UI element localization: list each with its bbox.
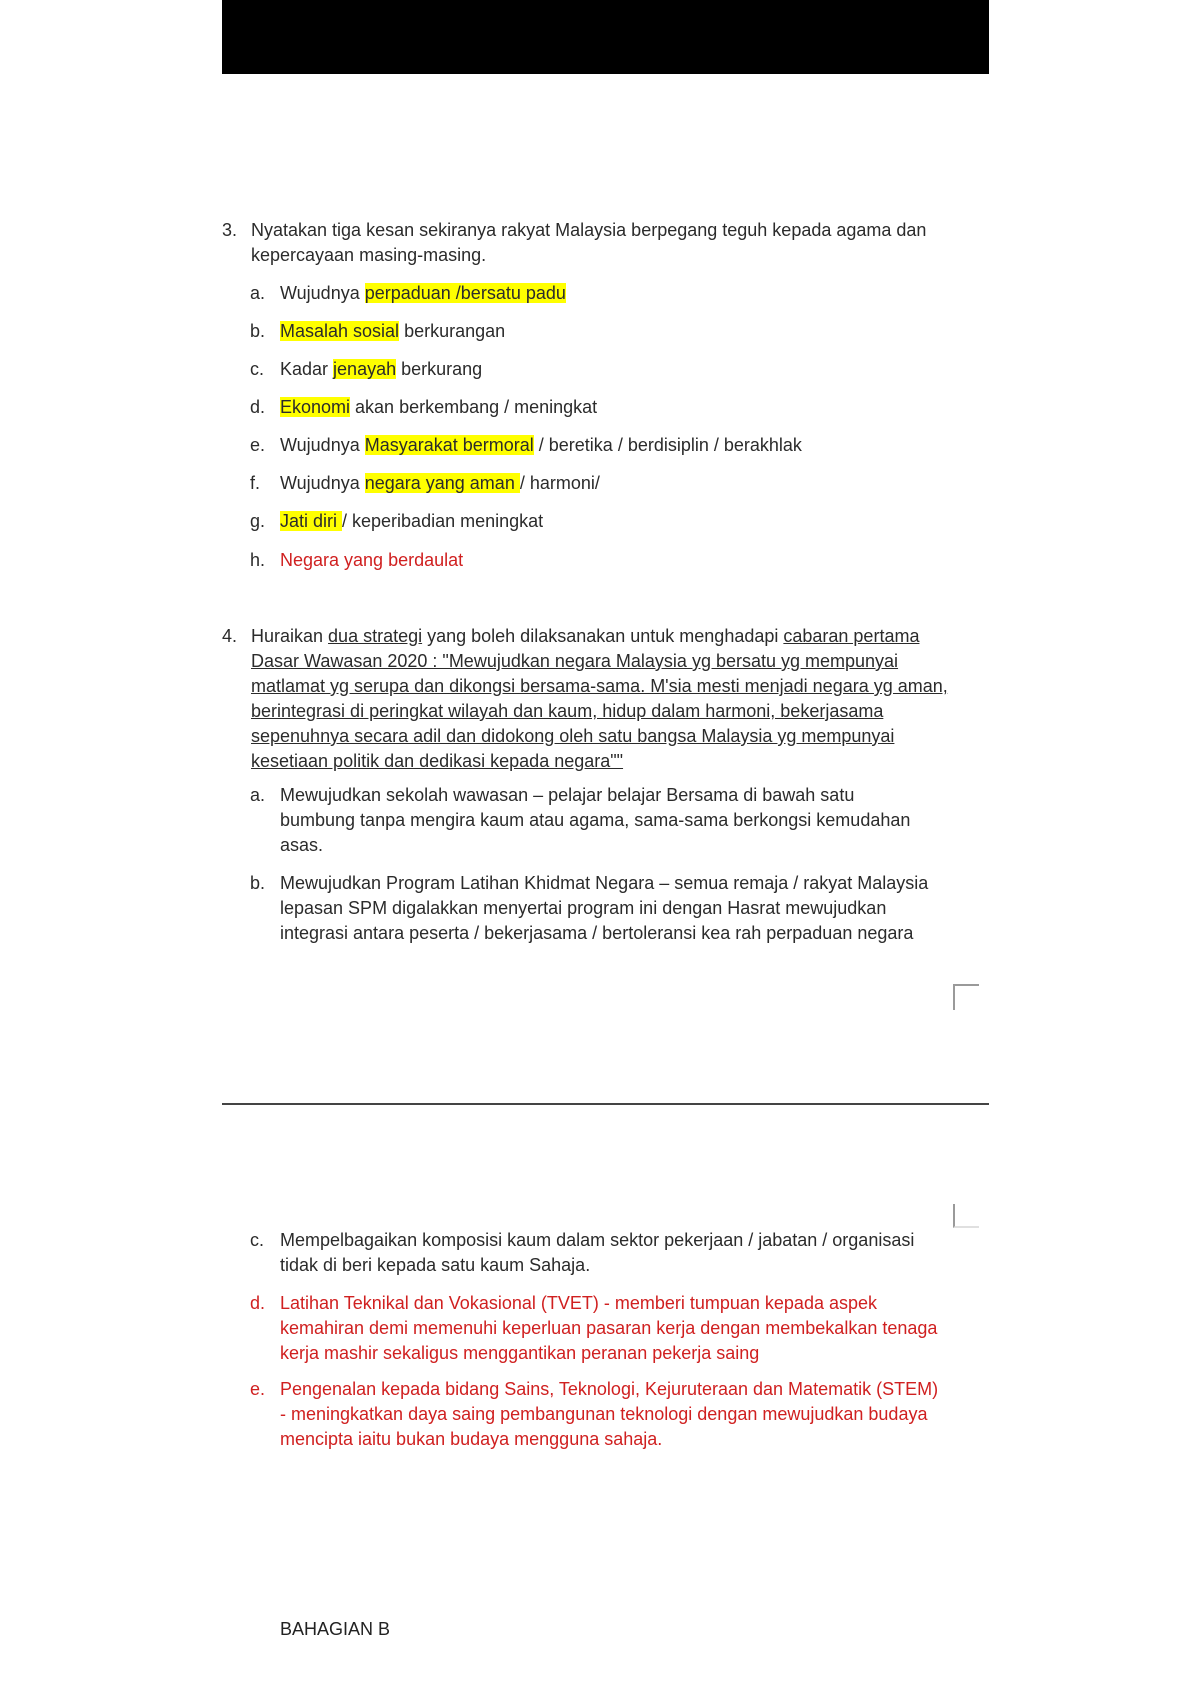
item-letter: h. (250, 550, 266, 570)
document-page: 3. Nyatakan tiga kesan sekiranya rakyat Malaysia berpegang teguh kepada agama dan kepercayaan masing-masing. a. Wujudnya perpaduan /bersatu padu b. Masalah sosial berkurangan c. Kadar jenayah berkurang d. Ekonomi akan berkembang / meningkat e. Wujudnya Masyarakat bermoral / beretika / berdisiplin / berakhlak f. Wujudnya negara yang aman / harmoni/ g. Jati diri / keperibadian meningkat h. Negara yang berdaulat 4. Huraikan dua strategi yang boleh dilaksanakan untuk menghadapi cabaran pertama Dasar Wawasan 2020 : "Mewujudkan negara Malaysia yg bersatu yg mempunyai matlamat yg serupa dan dikongsi bersama-sama. M'sia mesti menjadi negara yg aman, berintegrasi di peringkat wilayah dan kaum, hidup dalam harmoni, bekerjasama sepenuhnya secara adil dan didokong oleh satu bangsa Malaysia yg mempunyai kesetiaan politik dan dedikasi kepada negara"" a. Mewujudkan sekolah wawasan – pelajar belajar Bersama di bawah satu bumbung tanpa mengira kaum atau agama, sama-sama berkongsi kemudahan asas. b. Mewujudkan Program Latihan Khidmat Negara – semua remaja / rakyat Malaysia lepasan SPM digalakkan menyertai program ini dengan Hasrat mewujudkan integrasi antara peserta / bekerjasama / bertoleransi kea rah perpaduan negara c. Mempelbagaikan komposisi kaum dalam sektor pekerjaan / jabatan / organisasi tidak di beri kepada satu kaum Sahaja. d. Latihan Teknikal dan Vokasional (TVET) - memberi tumpuan kepada aspek kemahiran demi memenuhi keperluan pasaran kerja dengan membekalkan tenaga kerja mashir sekaligus menggantikan peranan pekerja saing e. Pengenalan kepada bidang Sains, Teknologi, Kejuruteraan dan Matematik (STEM) - meningkatkan daya saing pembangunan teknologi dengan mewujudkan budaya mencipta iaitu bukan budaya mengguna sahaja. BAHAGIAN B (0, 0, 1200, 1697)
item-text: Negara yang berdaulat (280, 550, 464, 570)
highlighted-text: negara yang aman (364, 473, 520, 493)
item-letter: g. (250, 511, 266, 531)
item-text: Mewujudkan Program Latihan Khidmat Negara – semua remaja / rakyat Malaysia lepasan SPM digalakkan menyertai program ini dengan Hasrat mewujudkan integrasi antara peserta / bekerjasama / bertoleransi kea rah perpaduan negara (280, 873, 929, 943)
highlighted-text: Masyarakat bermoral (364, 435, 534, 455)
underlined-text: cabaran pertama Dasar Wawasan 2020 : "Mewujudkan negara Malaysia yg bersatu yg mempunyai matlamat yg serupa dan dikongsi bersama-sama. M'sia mesti menjadi negara yg aman, berintegrasi di peringkat wilayah dan kaum, hidup dalam harmoni, bekerjasama sepenuhnya secara adil dan didokong oleh satu bangsa Malaysia yg mempunyai kesetiaan politik dan dedikasi kepada negara"" (251, 626, 948, 771)
highlighted-text: perpaduan /bersatu padu (364, 283, 566, 303)
highlighted-text: Jati diri (280, 511, 343, 531)
item-letter: c. (250, 359, 265, 379)
question-number: 4. (222, 626, 238, 646)
highlighted-text: jenayah (333, 359, 397, 379)
item-text: Pengenalan kepada bidang Sains, Teknologi, Kejuruteraan dan Matematik (STEM) - meningkatkan daya saing pembangunan teknologi dengan mewujudkan budaya mencipta iaitu bukan budaya mengguna sahaja. (280, 1379, 939, 1449)
item-letter: c. (250, 1230, 265, 1250)
item-text: Latihan Teknikal dan Vokasional (TVET) - memberi tumpuan kepada aspek kemahiran demi memenuhi keperluan pasaran kerja dengan membekalkan tenaga kerja mashir sekaligus menggantikan peranan pekerja saing (280, 1293, 938, 1363)
page-corner-mark (953, 1204, 979, 1228)
item-letter: a. (250, 785, 266, 805)
underlined-text: dua strategi (328, 626, 423, 646)
item-letter: d. (250, 397, 266, 417)
question-text: Nyatakan tiga kesan sekiranya rakyat Malaysia berpegang teguh kepada agama dan kepercayaan masing-masing. (251, 220, 927, 265)
item-letter: e. (250, 1379, 266, 1399)
item-letter: d. (250, 1293, 266, 1313)
item-letter: b. (250, 321, 266, 341)
page-divider (222, 1103, 989, 1105)
item-text: Mewujudkan sekolah wawasan – pelajar belajar Bersama di bawah satu bumbung tanpa mengira kaum atau agama, sama-sama berkongsi kemudahan asas. (280, 785, 911, 855)
item-letter: e. (250, 435, 266, 455)
item-letter: b. (250, 873, 266, 893)
highlighted-text: Masalah sosial (280, 321, 400, 341)
item-letter: a. (250, 283, 266, 303)
question-number: 3. (222, 220, 238, 240)
item-text: Mempelbagaikan komposisi kaum dalam sektor pekerjaan / jabatan / organisasi tidak di beri kepada satu kaum Sahaja. (280, 1230, 915, 1275)
page-corner-mark (953, 984, 979, 1010)
section-heading: BAHAGIAN B (280, 1619, 391, 1639)
item-letter: f. (250, 473, 261, 493)
redaction-bar (222, 0, 989, 74)
highlighted-text: Ekonomi (280, 397, 351, 417)
